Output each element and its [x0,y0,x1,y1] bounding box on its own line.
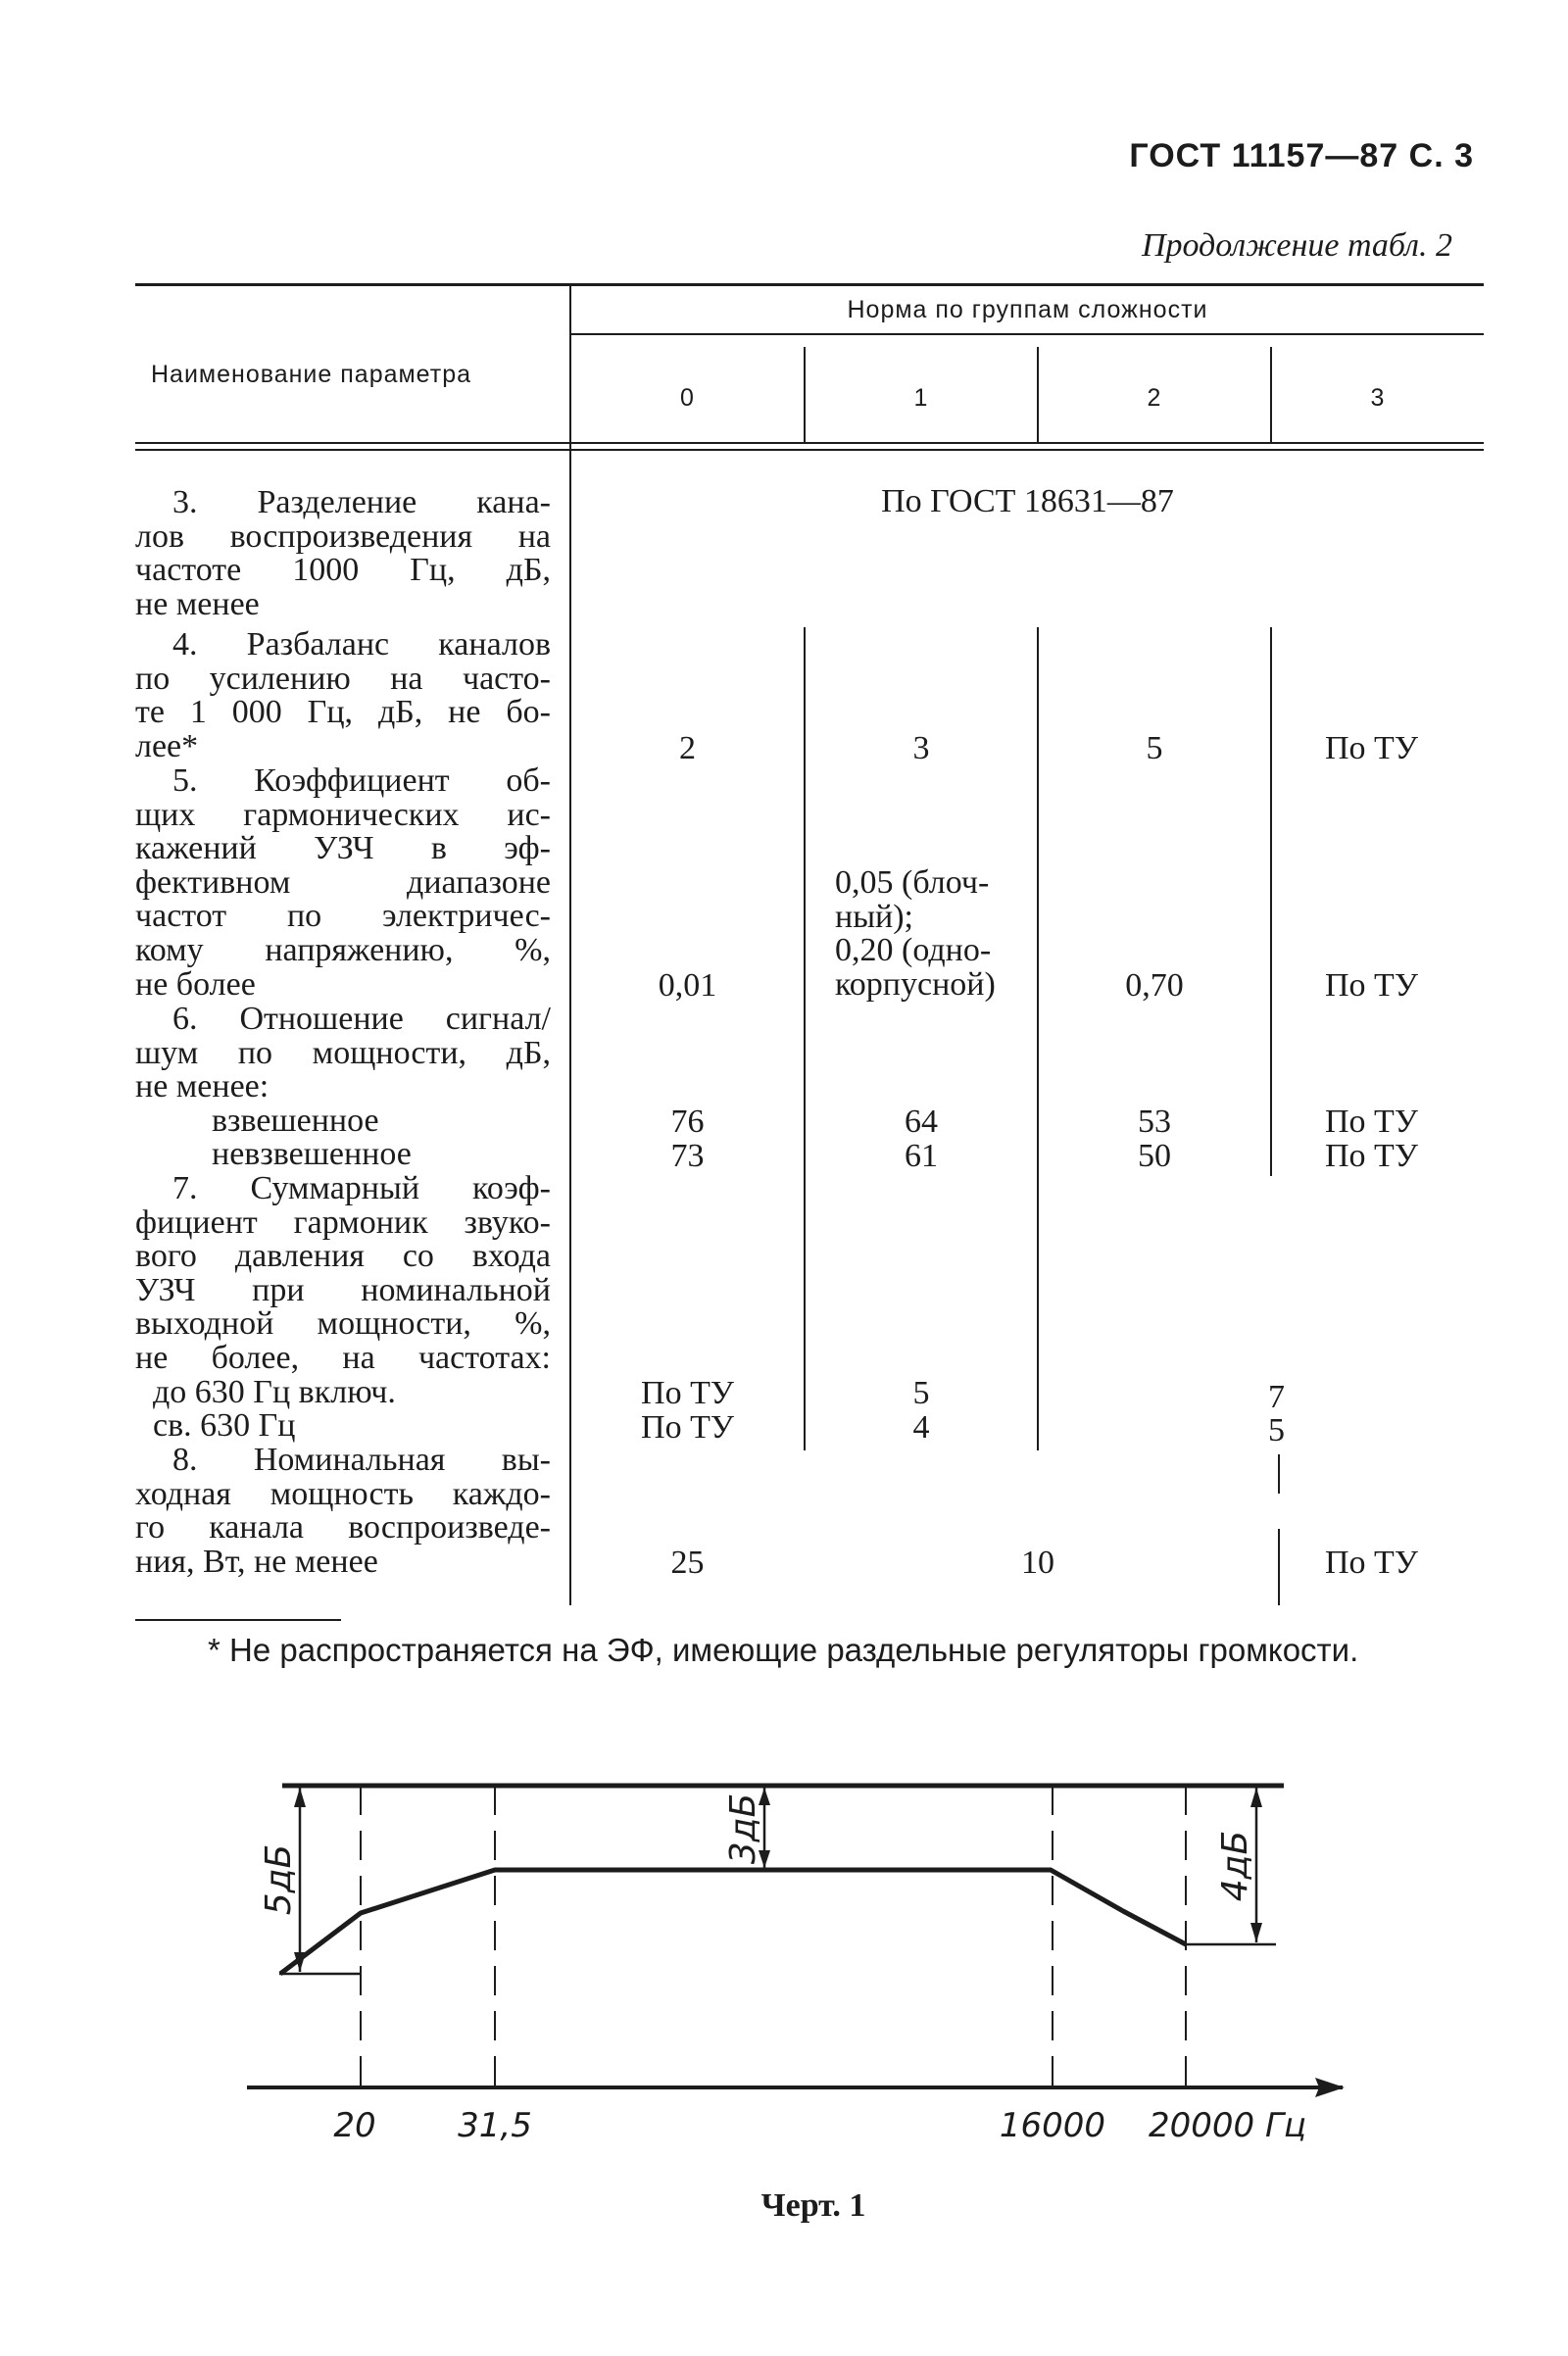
tick-20: 20 [333,2106,376,2145]
dim-5db-head-top [294,1788,306,1807]
param-6-weighted-group-2: 53 [1138,1104,1171,1140]
frequency-response-figure [0,1744,1568,2205]
continuation-label: Продолжение табл. 2 [1141,227,1452,264]
label-3db: 3дБ [723,1792,763,1865]
param-7-upto630-group-23: 7 [1268,1379,1285,1415]
param-5-group-3: По ТУ [1325,967,1418,1004]
x-axis-arrow [1315,2078,1345,2097]
param-7-upto630-group-1: 5 [912,1375,930,1411]
param-6-weighted-group-1: 64 [905,1104,938,1140]
norm-column-header: Норма по группам сложности [847,296,1208,323]
tick-20000-hz: 20000 Гц [1149,2106,1307,2145]
body-divider-3b [1278,1454,1280,1494]
param-6-unweighted-group-0: 73 [670,1138,705,1174]
param-5-group-2: 0,70 [1125,967,1184,1004]
label-4db: 4дБ [1215,1830,1255,1902]
header-double-rule-2 [135,449,1484,451]
group-2-header: 2 [1147,384,1162,412]
param-6-unweighted-group-2: 50 [1138,1138,1171,1174]
body-divider-3c [1278,1529,1280,1605]
param-8-group-3: По ТУ [1325,1545,1418,1581]
param-7: 7. Суммарный коэф- фициент гармоник звуко- вого давления со входа УЗЧ при номинальной выходной мощности, %, не более, на частотах: до 630 Гц включ. св. 630 Гц [135,1170,551,1445]
param-7-upto630-group-0: По ТУ [641,1375,734,1411]
page-header: ГОСТ 11157—87 С. 3 [1129,137,1474,174]
param-6-unweighted-group-1: 61 [905,1138,938,1174]
param-5-group-0: 0,01 [658,967,717,1004]
group-3-header: 3 [1370,384,1386,412]
param-6-unweighted-group-3: По ТУ [1325,1138,1418,1174]
footnote: * Не распространяется на ЭФ, имеющие раздельные регуляторы громкости. [208,1632,1359,1668]
frequency-response-drawing [247,1786,1345,2097]
vertical-dashed-lines [361,1786,1186,2087]
label-5db: 5дБ [259,1843,299,1916]
tick-31-5: 31,5 [458,2106,532,2145]
param-4-group-2: 5 [1146,730,1163,766]
param-7-over630-group-1: 4 [912,1409,930,1446]
figure-caption: Черт. 1 [760,2187,866,2224]
param-6-weighted-group-3: По ТУ [1325,1104,1418,1140]
header-double-rule-1 [135,442,1484,444]
param-7-over630-group-23: 5 [1268,1412,1285,1448]
norm-header-rule [571,333,1484,335]
response-curve [280,1870,1186,1974]
dimension-arrows [294,1788,1262,1972]
dim-4db-head-bottom [1250,1923,1262,1942]
param-3: 3. Разделение кана- лов воспроизведения на частоте 1000 Гц, дБ, не менее [135,484,551,622]
param-column-header: Наименование параметра [151,361,472,388]
param-4: 4. Разбаланс каналов по усилению на часто- те 1 000 Гц, дБ, не бо- лее* [135,626,551,764]
param-4-group-0: 2 [679,730,696,766]
param-5-group-1: 0,05 (блоч- ный); 0,20 (одно- корпусной) [835,864,996,1003]
param-8-group-0: 25 [670,1545,705,1581]
body-divider-3a [1270,627,1272,1176]
group-0-header: 0 [680,384,695,412]
param-8: 8. Номинальная вы- ходная мощность каждо- го канала воспроизведе- ния, Вт, не менее [135,1442,551,1580]
param-6-weighted-group-0: 76 [670,1104,705,1140]
param-5: 5. Коэффициент об- щих гармонических ис- кажений УЗЧ в эф- фективном диапазоне частот по электричес- кому напряжению, %, не более [135,762,551,1003]
tick-16000: 16000 [999,2106,1106,2145]
group-1-header: 1 [913,384,929,412]
param-4-group-1: 3 [912,730,930,766]
footnote-rule [135,1619,341,1621]
param-7-over630-group-0: По ТУ [641,1409,734,1446]
param-8-group-12: 10 [1021,1545,1054,1581]
param-6: 6. Отношение сигнал/ шум по мощности, дБ, не менее: взвешенное невзвешенное [135,1001,551,1173]
param-3-value: По ГОСТ 18631—87 [881,483,1174,519]
dim-4db-head-top [1250,1788,1262,1807]
param-4-group-3: По ТУ [1325,730,1418,766]
table-top-rule [135,283,1484,286]
